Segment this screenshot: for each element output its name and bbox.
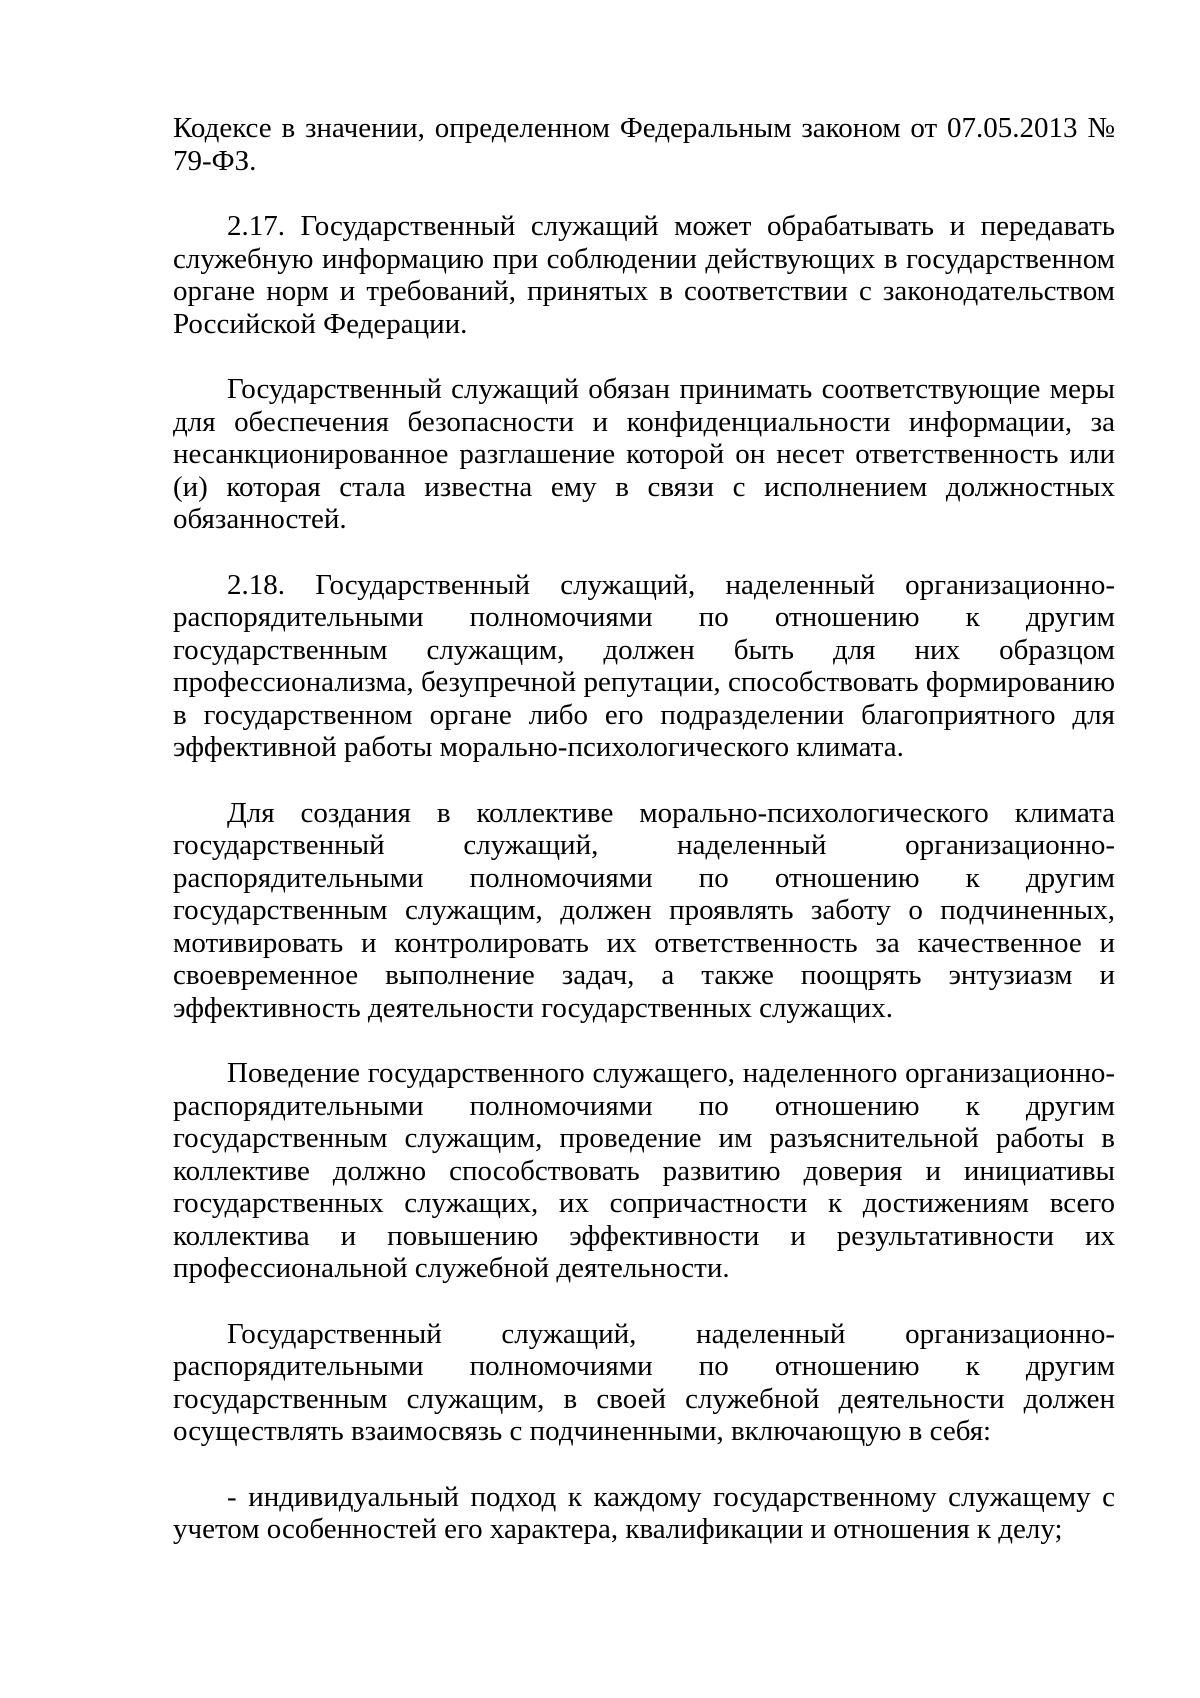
- paragraph-climate: Для создания в коллективе морально-психологического климата государственный служащий, наделенный организационно-распорядительными полномочиями по отношению к другим государственным служащим, должен проявлять заботу о подчиненных, мотивировать и контролировать их ответственность за качественное и своевременное выполнение задач, а также поощрять энтузиазм и эффективность деятельности государственных служащих.: [173, 796, 1115, 1024]
- paragraph-interaction: Государственный служащий, наделенный организационно-распорядительными полномочиями по отношению к другим государственным служащим, в своей служебной деятельности должен осуществлять взаимосвязь с подчиненными, включающую в себя:: [173, 1317, 1115, 1447]
- paragraph-continuation: Кодексе в значении, определенном Федеральным законом от 07.05.2013 № 79-ФЗ.: [173, 112, 1115, 177]
- paragraph-2-17: 2.17. Государственный служащий может обрабатывать и передавать служебную информацию при соблюдении действующих в государственном органе норм и требований, принятых в соответствии с законодательством Российской Федерации.: [173, 210, 1115, 340]
- paragraph-confidentiality: Государственный служащий обязан принимать соответствующие меры для обеспечения безопасности и конфиденциальности информации, за несанкционированное разглашение которой он несет ответственность или (и) которая стала известна ему в связи с исполнением должностных обязанностей.: [173, 373, 1115, 535]
- document-page: [173, 112, 1115, 1579]
- list-item-individual-approach: - индивидуальный подход к каждому государственному служащему с учетом особенностей его характера, квалификации и отношения к делу;: [173, 1480, 1115, 1545]
- paragraph-behavior: Поведение государственного служащего, наделенного организационно-распорядительными полномочиями по отношению к другим государственным служащим, проведение им разъяснительной работы в коллективе должно способствовать развитию доверия и инициативы государственных служащих, их сопричастности к достижениям всего коллектива и повышению эффективности и результативности их профессиональной служебной деятельности.: [173, 1057, 1115, 1284]
- paragraph-2-18: 2.18. Государственный служащий, наделенный организационно-распорядительными полномочиями по отношению к другим государственным служащим, должен быть для них образцом профессионализма, безупречной репутации, способствовать формированию в государственном органе либо его подразделении благоприятного для эффективной работы морально-психологического климата.: [173, 568, 1115, 763]
